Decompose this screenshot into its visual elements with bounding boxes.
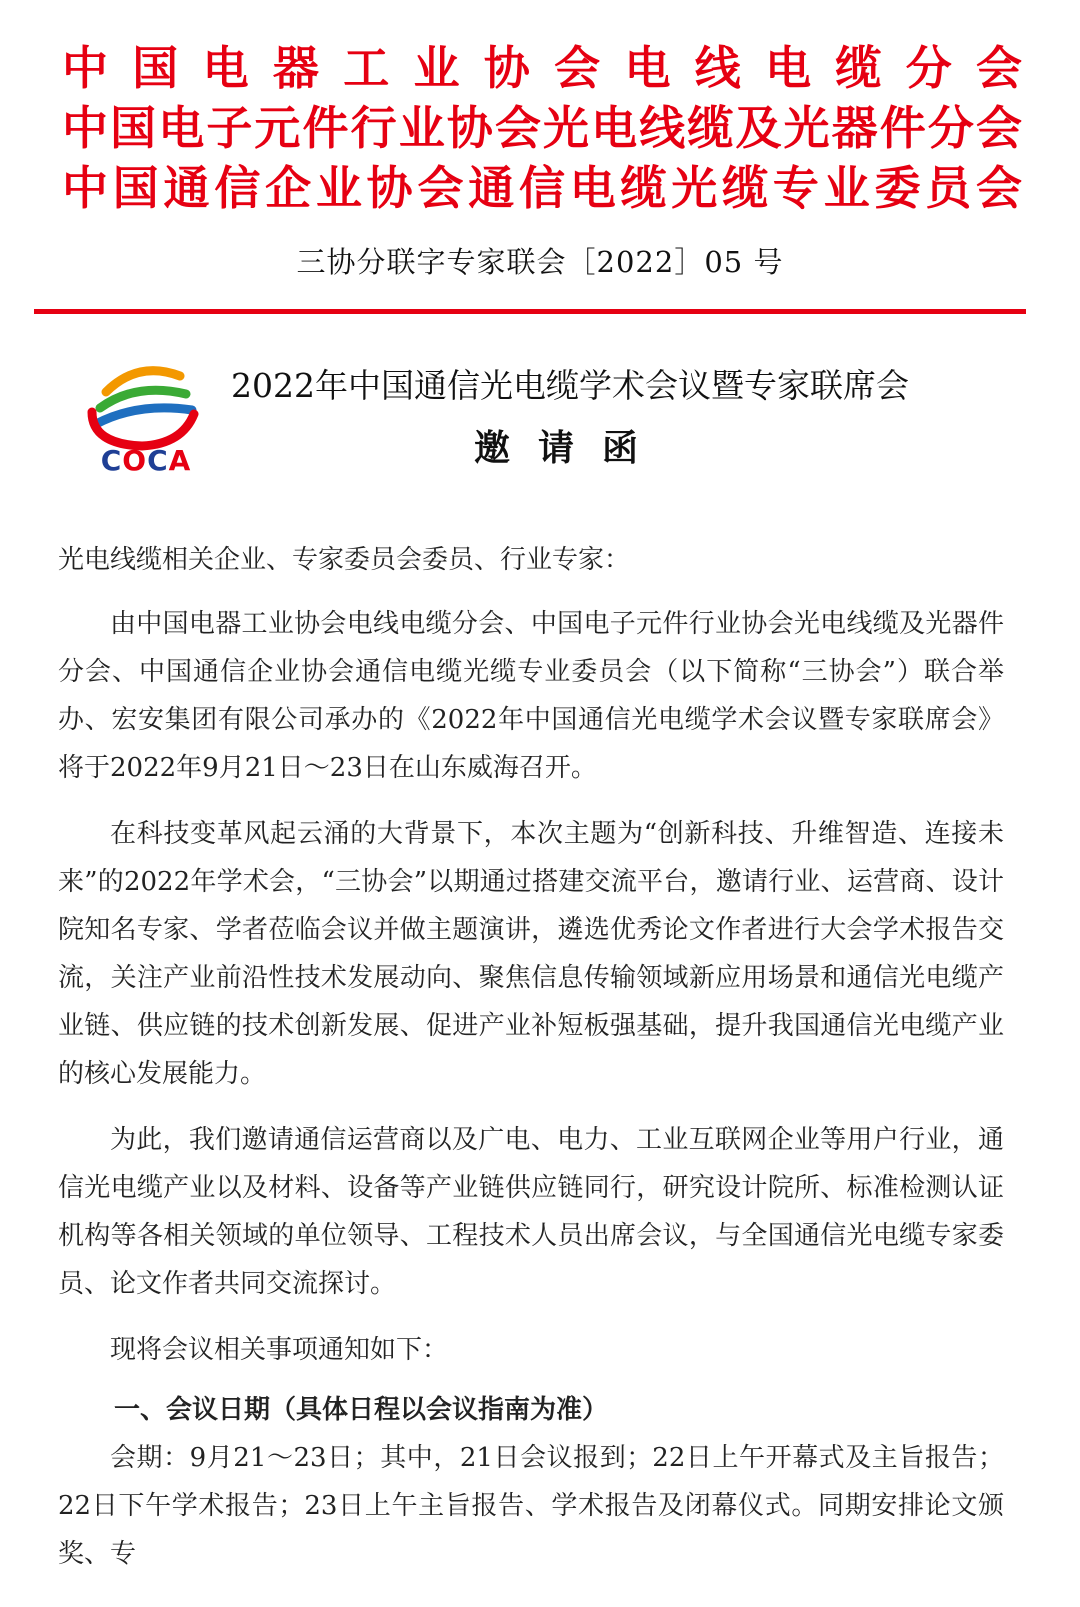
logo-letter-c2: C [147, 444, 169, 477]
issuer-header [62, 38, 1022, 218]
paragraph-4: 现将会议相关事项通知如下： [110, 1335, 449, 1365]
letter-body [58, 536, 1004, 1578]
logo-letter-c1: C [100, 444, 123, 477]
letter-title: 邀请函 [473, 427, 666, 469]
issuer-line-2: 中国电子元件行业协会光电线缆及光器件分会 [62, 101, 1022, 155]
paragraph-1: 由中国电器工业协会电线电缆分会、中国电子元件行业协会光电线缆及光器件分会、中国通信企业协会通信电缆光缆专业委员会（以下简称“三协会”）联合举办、宏安集团有限公司承办的《2022年中国通信光电缆学术会议暨专家联席会》将于2022年9月21日～23日在山东威海召开。 [58, 609, 1004, 783]
red-divider [34, 309, 1026, 314]
section-heading-1: 一、会议日期（具体日程以会议指南为准） [114, 1395, 609, 1425]
salutation: 光电线缆相关企业、专家委员会委员、行业专家： [58, 545, 631, 575]
issuer-line-1: 中国电器工业协会电线电缆分会 [62, 41, 1022, 95]
paragraph-2: 在科技变革风起云涌的大背景下，本次主题为“创新科技、升维智造、连接未来”的2022年学术会，“三协会”以期通过搭建交流平台，邀请行业、运营商、设计院知名专家、学者莅临会议并做主题演讲，遴选优秀论文作者进行大会学术报告交流，关注产业前沿性技术发展动向、聚焦信息传输领域新应用场景和通信光电缆产业链、供应链的技术创新发展、促进产业补短板强基础，提升我国通信光电缆产业的核心发展能力。 [58, 819, 1004, 1089]
issuer-line-3: 中国通信企业协会通信电缆光缆专业委员会 [62, 161, 1022, 215]
meeting-title: 2022年中国通信光电缆学术会议暨专家联席会 [231, 366, 909, 405]
coca-logo-text [96, 444, 196, 477]
logo-letter-a: A [168, 444, 192, 477]
section-text-1: 会期：9月21～23日；其中，21日会议报到；22日上午开幕式及主旨报告；22日下午学术报告；23日上午主旨报告、学术报告及闭幕仪式。同期安排论文颁奖、专 [58, 1443, 1004, 1569]
paragraph-3: 为此，我们邀请通信运营商以及广电、电力、工业互联网企业等用户行业，通信光电缆产业以及材料、设备等产业链供应链同行，研究设计院所、标准检测认证机构等各相关领域的单位领导、工程技术人员出席会议，与全国通信光电缆专家委员、论文作者共同交流探讨。 [58, 1125, 1004, 1299]
document-number: 三协分联字专家联会［2022］05 号 [296, 245, 784, 279]
logo-letter-o: O [122, 444, 148, 477]
